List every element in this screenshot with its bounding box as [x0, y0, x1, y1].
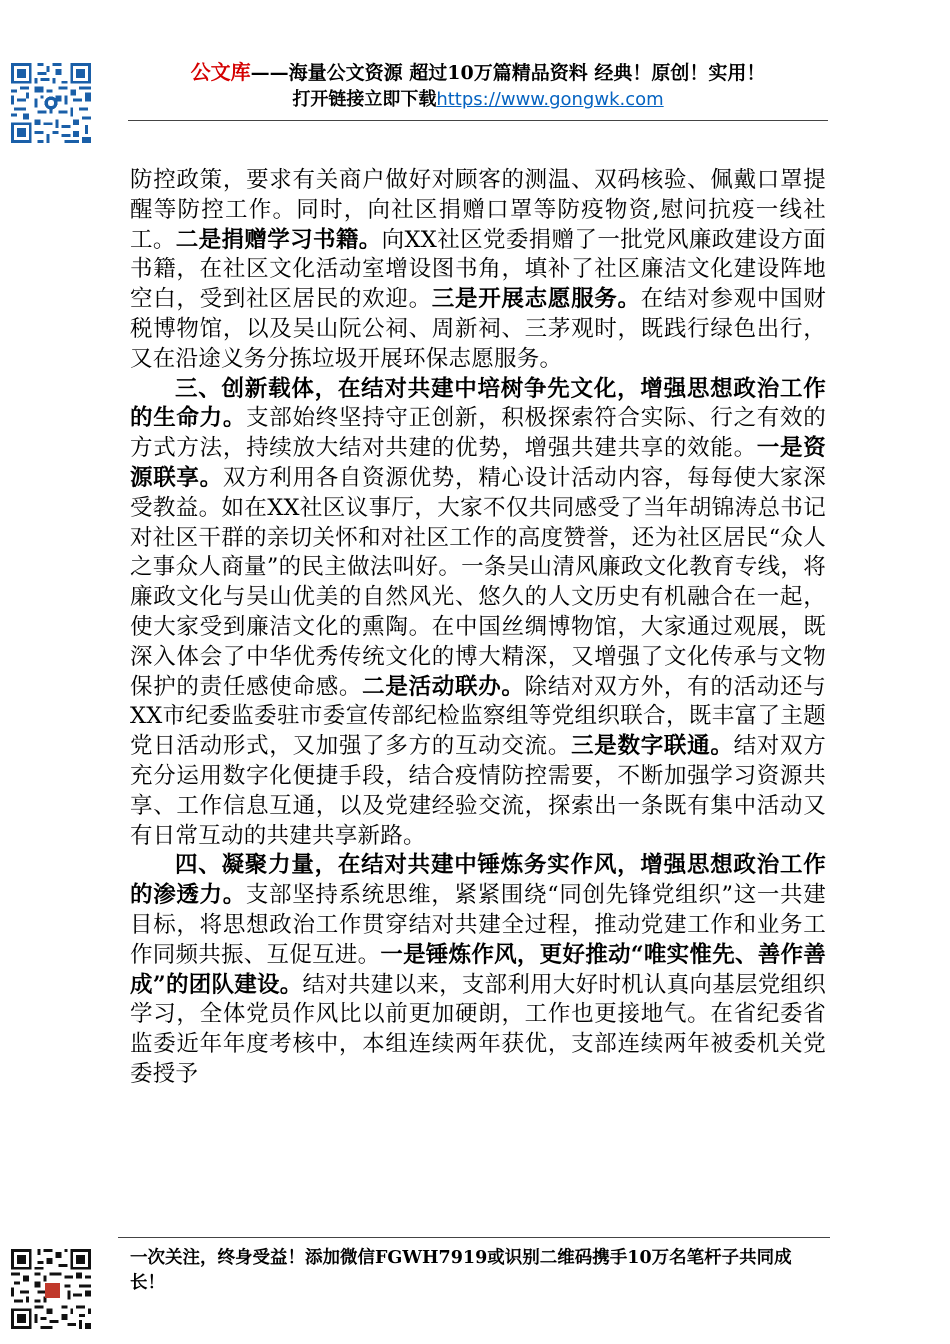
bold-run: 一是锤炼作风，更好推动“唯实惟先、善作善成”的团队建设。	[130, 941, 826, 998]
download-link[interactable]: https://www.gongwk.com	[436, 89, 664, 110]
section-heading: 三、创新载体，在结对共建中培树争先文化，增强思想政治工作的生命力。	[130, 375, 826, 432]
text-run: 支部坚持系统思维，紧紧围绕“同创先锋党组织”这一共建目标，将思想政治工作贯穿结对共建全过程，推动党建工作和业务工作同频共振、互促互进。	[130, 882, 826, 968]
document-body	[130, 166, 826, 1090]
bold-run: 二是捐赠学习书籍。	[175, 226, 382, 253]
text-run: 支部始终坚持守正创新，积极探索符合实际、行之有效的方式方法，持续放大结对共建的优势，增强共建共享的效能。	[130, 405, 826, 462]
header-divider	[128, 120, 828, 121]
bold-run: 一是资源联享。	[130, 435, 826, 491]
text-run: 结对共建以来，支部利用大好时机认真向基层党组织学习，全体党员作风比以前更加硬朗，工作也更接地气。在省纪委省监委近年年度考核中，本组连续两年获优，支部连续两年被委机关党委授予	[130, 971, 826, 1087]
qr-code-icon[interactable]	[8, 60, 94, 146]
qr-code-icon[interactable]	[8, 1246, 94, 1332]
header-banner	[128, 58, 828, 113]
paragraph-3	[130, 851, 826, 1089]
text-run: 结对双方充分运用数字化便捷手段，结合疫情防控需要，不断加强学习资源共享、工作信息互通，以及党建经验交流，探索出一条既有集中活动又有日常互动的共建共享新路。	[130, 733, 826, 849]
bold-run: 三是开展志愿服务。	[431, 286, 641, 313]
text-run: 双方利用各自资源优势，精心设计活动内容，每每使大家深受教益。如在XX社区议事厅，大家不仅共同感受了当年胡锦涛总书记对社区干群的亲切关怀和对社区工作的高度赞誉，还为社区居民“众人之事众人商量”的民主做法叫好。一条吴山清风廉政文化教育专线，将廉政文化与吴山优美的自然风光、悠久的人文历史有机融合在一起，使大家受到廉洁文化的熏陶。在中国丝绸博物馆，大家通过观展，既深入体会了中华优秀传统文化的博大精深，又增强了文化传承与文物保护的责任感使命感。	[130, 464, 826, 700]
paragraph-2	[130, 375, 826, 852]
section-heading: 四、凝聚力量，在结对共建中锤炼务实作风，增强思想政治工作的渗透力。	[130, 852, 826, 909]
bold-run: 二是活动联办。	[362, 673, 525, 700]
brand-name: 公文库	[190, 60, 251, 84]
text-run: 向XX社区党委捐赠了一批党风廉政建设方面书籍，在社区文化活动室增设图书角，填补了社区廉洁文化建设阵地空白，受到社区居民的欢迎。	[130, 226, 826, 313]
bold-run: 三是数字联通。	[571, 733, 734, 760]
download-label: 打开链接立即下载	[292, 89, 437, 110]
header-line-1	[128, 58, 828, 87]
text-run: 在结对参观中国财税博物馆，以及吴山阮公祠、周新祠、三茅观时，既践行绿色出行，又在沿途义务分拣垃圾开展环保志愿服务。	[130, 286, 826, 372]
header-tagline: ——海量公文资源 超过10万篇精品资料 经典！原创！实用！	[250, 62, 766, 84]
header-line-2	[128, 87, 828, 113]
footer-divider	[118, 1237, 830, 1238]
footer-text: 一次关注，终身受益！添加微信FGWH7919或识别二维码携手10万名笔杆子共同成长！	[130, 1248, 792, 1293]
text-run: 防控政策，要求有关商户做好对顾客的测温、双码核验、佩戴口罩提醒等防控工作。同时，向社区捐赠口罩等防疫物资,慰问抗疫一线社工。	[130, 167, 826, 253]
text-run: 除结对双方外，有的活动还与XX市纪委监委驻市委宣传部纪检监察组等党组织联合，既丰富了主题党日活动形式，又加强了多方的互动交流。	[130, 673, 826, 760]
paragraph-1	[130, 166, 826, 375]
